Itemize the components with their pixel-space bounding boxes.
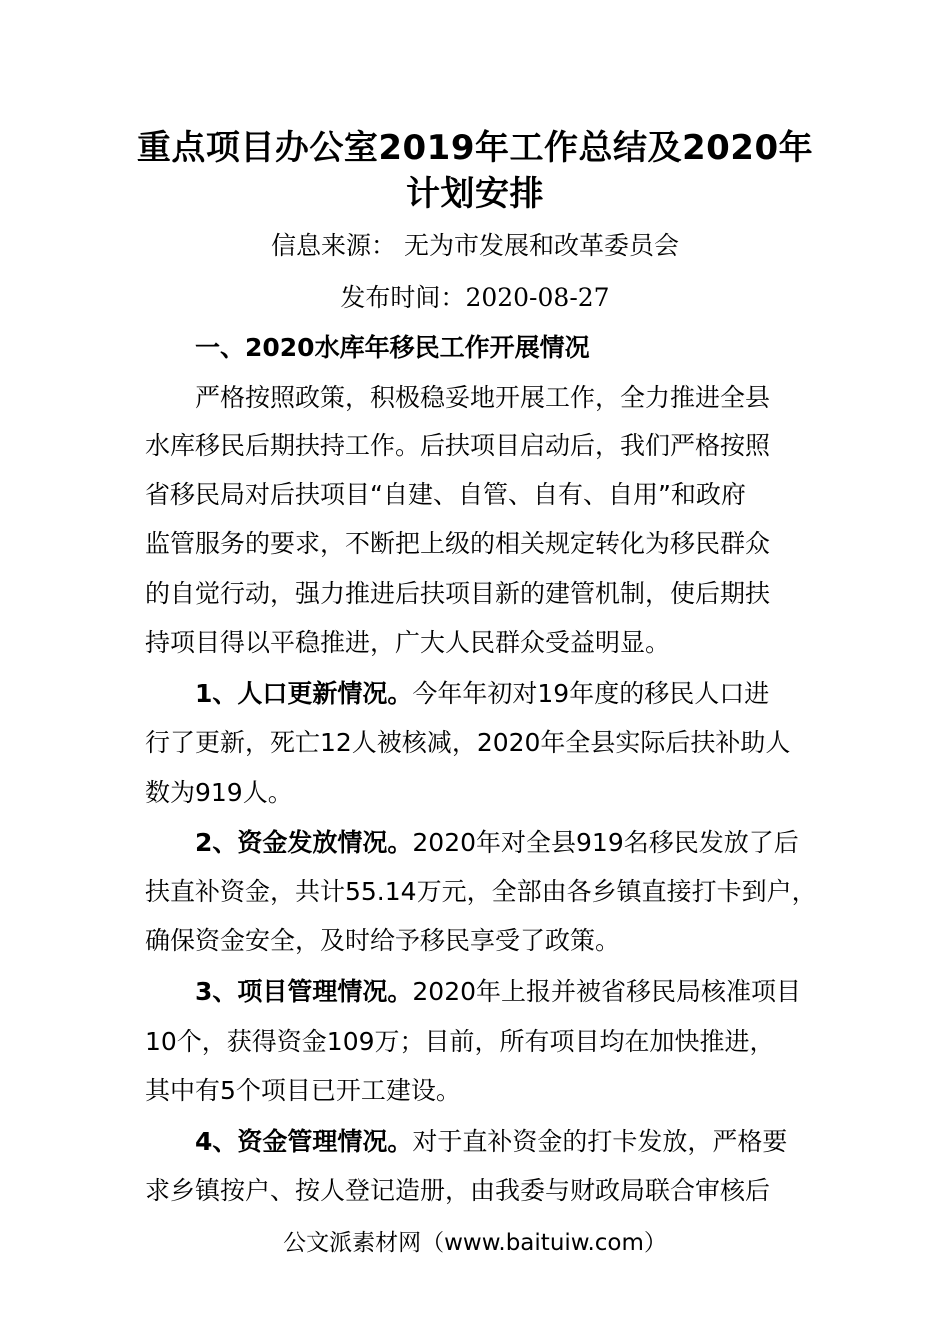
item-3-first-line <box>195 974 825 1010</box>
paragraph-line: 行了更新，死亡12人被核减，2020年全县实际后扶补助人 <box>145 728 791 757</box>
paragraph-line: 的自觉行动，强力推进后扶项目新的建管机制，使后期扶 <box>145 579 771 608</box>
item-2-first-line <box>195 825 825 861</box>
paragraph-line: 确保资金安全，及时给予移民享受了政策。 <box>145 926 621 955</box>
paragraph-line: 数为919人。 <box>145 778 293 807</box>
item-4-text: 对于直补资金的打卡发放，严格要 <box>412 1127 788 1156</box>
paragraph-line: 省移民局对后扶项目“自建、自管、自有、自用”和政府 <box>145 480 746 509</box>
footer-watermark-text: 公文派素材网（www.baituiw.com） <box>283 1230 667 1256</box>
item-4-heading: 4、资金管理情况。 <box>195 1127 413 1156</box>
item-1-heading: 1、人口更新情况。 <box>195 679 413 708</box>
paragraph-line: 监管服务的要求，不断把上级的相关规定转化为移民群众 <box>145 529 771 558</box>
paragraph-line: 其中有5个项目已开工建设。 <box>145 1076 461 1105</box>
item-1-first-line <box>195 676 825 712</box>
paragraph-line: 求乡镇按户、按人登记造册，由我委与财政局联合审核后 <box>145 1176 771 1205</box>
item-2-heading: 2、资金发放情况。 <box>195 828 413 857</box>
document-title-line-2: 计划安排 <box>406 174 544 214</box>
paragraph-line: 水库移民后期扶持工作。后扶项目启动后，我们严格按照 <box>145 431 771 460</box>
item-3-text: 2020年上报并被省移民局核准项目 <box>412 977 802 1006</box>
item-2-text: 2020年对全县919名移民发放了后 <box>412 828 799 857</box>
item-3-heading: 3、项目管理情况。 <box>195 977 413 1006</box>
item-1-text: 今年年初对19年度的移民人口进 <box>412 679 770 708</box>
paragraph-line: 10个，获得资金109万；目前，所有项目均在加快推进， <box>145 1027 775 1056</box>
item-4-first-line <box>195 1124 825 1160</box>
section-heading: 一、2020水库年移民工作开展情况 <box>195 333 590 362</box>
paragraph-line: 严格按照政策，积极稳妥地开展工作，全力推进全县 <box>195 383 771 412</box>
publish-date-label: 发布时间： <box>340 283 466 312</box>
document-title-line-1: 重点项目办公室2019年工作总结及2020年 <box>136 128 814 168</box>
info-source-value: 无为市发展和改革委员会 <box>403 231 679 260</box>
info-source <box>0 228 950 264</box>
paragraph-line: 扶直补资金，共计55.14万元，全部由各乡镇直接打卡到户， <box>145 877 817 906</box>
publish-date <box>0 280 950 316</box>
paragraph-line: 持项目得以平稳推进，广大人民群众受益明显。 <box>145 628 671 657</box>
info-source-label: 信息来源： <box>271 231 397 260</box>
publish-date-value: 2020-08-27 <box>465 283 610 312</box>
